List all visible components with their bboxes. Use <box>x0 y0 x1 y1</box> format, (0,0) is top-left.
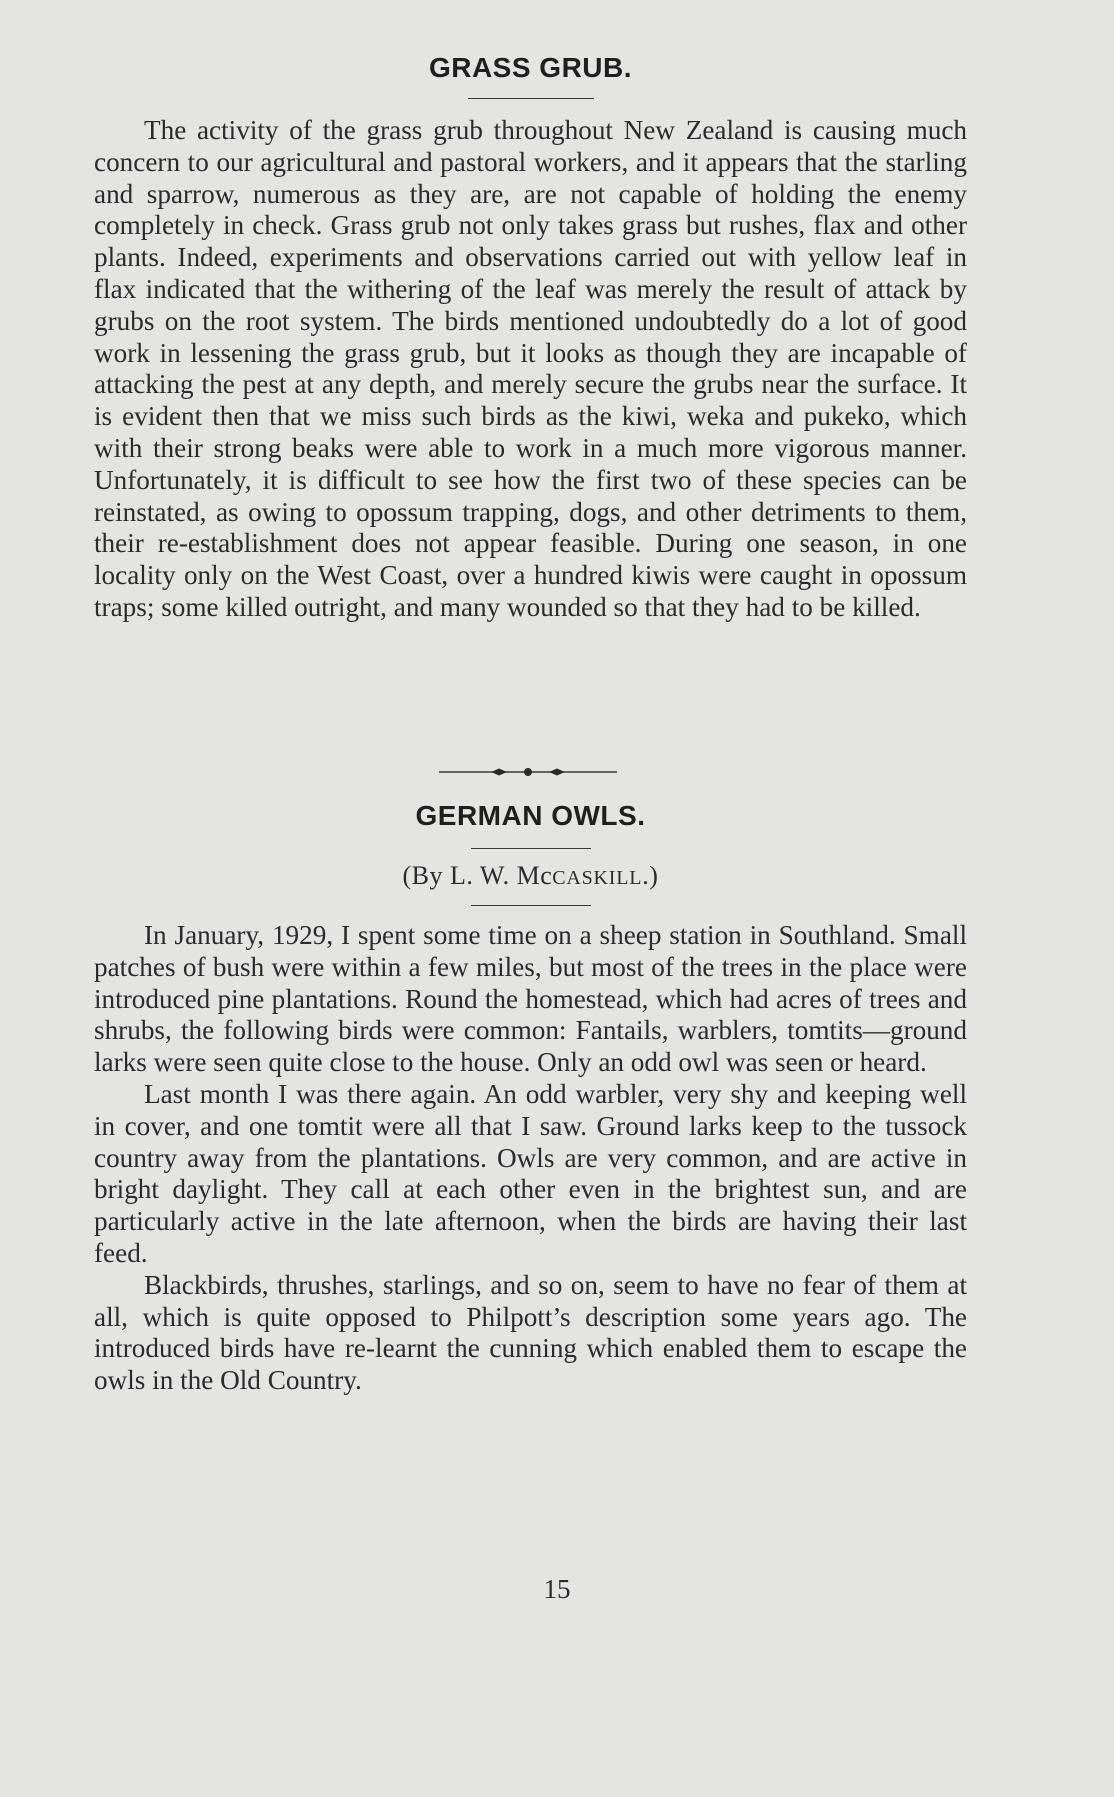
paragraph: Blackbirds, thrushes, starlings, and so on, seem to have no fear of them at all, which is quite opposed to Philpott’s description some years ago. The introduced birds have re-learnt the cunning which enabled them to escape the owls in the Old Country. <box>94 1269 967 1396</box>
section-title: GRASS GRUB. <box>428 52 633 83</box>
byline-smallcaps: CASKILL <box>552 867 643 889</box>
paragraph: Last month I was there again. An odd warbler, very shy and keeping well in cover, and one tomtit were all that I saw. Ground larks keep to the tussock country away from the plantations. Owls are very common, and are active in bright daylight. They call at each other even in the brightest sun, and are particularly active in the late afternoon, when the birds are having their last feed. <box>94 1078 967 1268</box>
paragraph: The activity of the grass grub throughout New Zealand is causing much concern to our agricultural and pastoral workers, and it appears that the starling and sparrow, numerous as they are, are not capable of holding the enemy completely in check. Grass grub not only takes grass but rushes, flax and other plants. Indeed, experiments and observations carried out with yellow leaf in flax indicated that the withering of the leaf was merely the result of attack by grubs on the root system. The birds mentioned undoubtedly do a lot of good work in lessening the grass grub, but it looks as though they are incapable of attacking the pest at any depth, and merely secure the grubs near the surface. It is evident then that we miss such birds as the kiwi, weka and pukeko, which with their strong beaks were able to work in a much more vigorous manner. Unfortunately, it is difficult to see how the first two of these species can be reinstated, as owing to opossum trapping, dogs, and other detriments to them, their re-establishment does not appear feasible. During one season, in one locality only on the West Coast, over a hundred kiwis were caught in opossum traps; some killed outright, and many wounded so that they had to be killed. <box>94 115 967 622</box>
paragraph: In January, 1929, I spent some time on a sheep station in Southland. Small patches of bush were within a few miles, but most of the trees in the place were introduced pine plantations. Round the homestead, which had acres of trees and shrubs, the following birds were common: Fantails, warblers, tomtits—ground larks were seen quite close to the house. Only an odd owl was seen or heard. <box>94 920 967 1078</box>
byline-open: (By L. W. Mc <box>402 861 553 890</box>
page-number: 15 <box>543 1574 571 1604</box>
ornamental-divider <box>439 765 617 779</box>
byline-close: .) <box>642 861 659 890</box>
section-title: GERMAN OWLS. <box>415 800 646 831</box>
title-underline <box>471 848 591 849</box>
section-german-owls <box>94 800 967 1397</box>
byline <box>94 861 967 891</box>
section-grass-grub <box>94 52 967 624</box>
